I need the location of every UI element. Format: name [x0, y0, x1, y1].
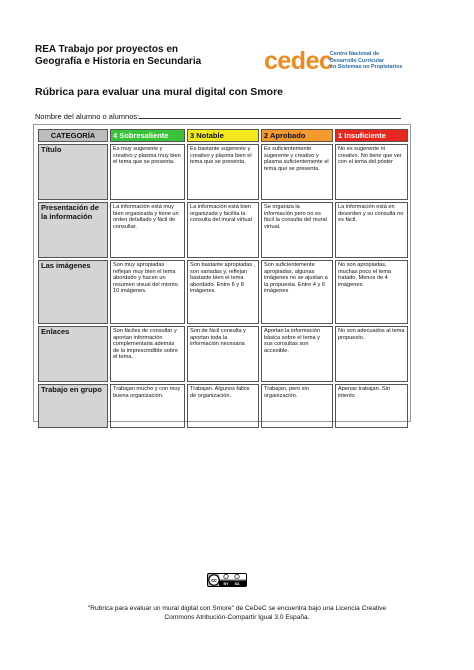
- table-cell: Son suficientemente apropiadas, algunas imágenes no se ajustan a la propuesta. Entre 4 y 6 imágenes: [261, 260, 333, 324]
- table-row: [38, 326, 408, 382]
- rubric-header-row: [38, 129, 408, 142]
- sa-mark: SA: [234, 582, 240, 586]
- table-cell: Son bastante apropiadas , son variadas y, reflejan bastante bien el tema abordado. Entre 6 y 8 imágenes.: [187, 260, 259, 324]
- footer-line-2: Commons Atribución-Compartir Igual 3.0 España.: [164, 614, 310, 621]
- table-row: [38, 144, 408, 200]
- footer-line-1: "Rubrica para evaluar un mural digital con Smore" de CeDeC se encuentra bajo una Licencia Creative: [87, 605, 387, 612]
- table-cell: Se organiza la información pero no es fácil la consulta del mural virtual.: [261, 202, 333, 258]
- logo-sub-line-2: Desarrollo Curricular: [330, 57, 384, 64]
- table-cell: Trabajan. Algunos fallos de organización.: [187, 384, 259, 428]
- table-cell: Es bastante sugerente y creativo y plasma bien el tema que se presenta.: [187, 144, 259, 200]
- cedec-logo-subtitle: [330, 51, 403, 71]
- table-cell: Es suficientemente sugerente y creativo y plasma suficientemente el tema que se presenta.: [261, 144, 333, 200]
- table-cell: No son apropiadas, muchas poco el tema tratado, Menos de 4 imágenes.: [335, 260, 408, 324]
- table-cell: Es muy sugerente y creativo y plasma muy bien el tema que se presenta.: [110, 144, 185, 200]
- table-cell: Apenas trabajan. Sin interés: [335, 384, 408, 428]
- by-mark: BY: [223, 582, 229, 586]
- cedec-logo-word: cedec: [264, 47, 333, 75]
- table-cell: La información está en desorden y su consulta no es fácil.: [335, 202, 408, 258]
- table-cell: Trabajan mucho y con muy buena organización.: [110, 384, 185, 428]
- row-category: Las imágenes: [38, 260, 108, 324]
- row-category: Trabajo en grupo: [38, 384, 108, 428]
- header-level-1: 1 Insuficiente: [335, 129, 408, 142]
- table-cell: Aportan la información básica sobre el tema y sus consultas son accesible.: [261, 326, 333, 382]
- logo-sub-line-1: Centro Nacional de: [330, 51, 380, 57]
- table-cell: La información está bien organizada y facilita la consulta del mural virtual: [187, 202, 259, 258]
- table-cell: No son adecuados al tema propuesto.: [335, 326, 408, 382]
- table-cell: La información está muy bien organizada y tiene un orden detallado y fácil de consultar.: [110, 202, 185, 258]
- student-name-line: [35, 110, 401, 121]
- table-row: [38, 202, 408, 258]
- table-cell: Son fáciles de consultar y aportan información complementaria además de la imprescindible sobre el tema.: [110, 326, 185, 382]
- cedec-logo: [264, 48, 434, 78]
- row-category: Título: [38, 144, 108, 200]
- table-cell: Son de fácil consulta y aportan toda la información necesaria: [187, 326, 259, 382]
- table-row: [38, 260, 408, 324]
- license-footer: [45, 604, 429, 622]
- logo-sub-line-3: en Sistemas no Propietarios: [330, 64, 403, 71]
- rubric-table: [36, 127, 410, 430]
- cc-by-sa-badge-icon: [207, 573, 247, 587]
- header-level-2: 2 Aprobado: [261, 129, 333, 142]
- student-name-label: Nombre del alumno o alumnos:: [35, 112, 140, 121]
- cc-mark: cc: [211, 578, 217, 584]
- header-level-4: 4 Sobresaliente: [110, 129, 185, 142]
- document-title: Rúbrica para evaluar una mural digital con Smore: [35, 86, 283, 98]
- student-name-blank: [139, 110, 401, 119]
- row-category: Enlaces: [38, 326, 108, 382]
- header-line-2: Geografía e Historia en Secundaria: [35, 56, 202, 67]
- table-cell: Trabajan, pero sin organización.: [261, 384, 333, 428]
- document-header: [35, 44, 201, 68]
- table-cell: No es sugerente ni creativo. No tiene que ver con el tema del póster: [335, 144, 408, 200]
- header-category: CATEGORÍA: [38, 129, 108, 142]
- header-line-1: REA Trabajo por proyectos en: [35, 44, 178, 55]
- table-row: [38, 384, 408, 428]
- row-category: Presentación de la información: [38, 202, 108, 258]
- table-cell: Son muy apropiadas reflejan muy bien el tema abordado y hacen un resumen visual del mismo. 10 imágenes.: [110, 260, 185, 324]
- header-level-3: 3 Notable: [187, 129, 259, 142]
